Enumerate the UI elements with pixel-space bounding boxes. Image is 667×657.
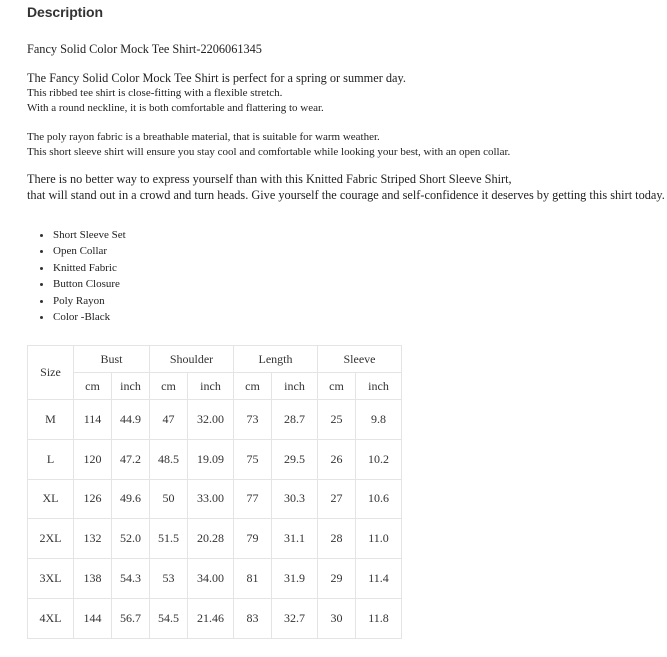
table-cell: 11.0	[356, 519, 402, 559]
table-cell: 29	[318, 559, 356, 599]
table-cell: 49.6	[112, 479, 150, 519]
table-cell: 52.0	[112, 519, 150, 559]
table-row	[28, 559, 402, 599]
table-cell: 33.00	[188, 479, 234, 519]
table-cell: 27	[318, 479, 356, 519]
table-cell: 30.3	[272, 479, 318, 519]
table-cell: 126	[74, 479, 112, 519]
paragraph-1-line-3: With a round neckline, it is both comfortable and flattering to wear.	[27, 102, 324, 114]
table-row	[28, 439, 402, 479]
table-cell: 11.8	[356, 598, 402, 638]
table-cell: 28	[318, 519, 356, 559]
table-cell: 56.7	[112, 598, 150, 638]
table-cell: 29.5	[272, 439, 318, 479]
product-title: Fancy Solid Color Mock Tee Shirt-2206061345	[27, 42, 262, 56]
table-cell: 28.7	[272, 400, 318, 440]
table-cell: 83	[234, 598, 272, 638]
table-cell: 44.9	[112, 400, 150, 440]
table-cell: 73	[234, 400, 272, 440]
paragraph-2-line-2: This short sleeve shirt will ensure you stay cool and comfortable while looking your best, with an open collar.	[27, 146, 511, 158]
feature-item: Knitted Fabric	[27, 260, 126, 276]
size-header: Size	[28, 346, 74, 400]
table-cell: 47	[150, 400, 188, 440]
paragraph-3-line-2: that will stand out in a crowd and turn heads. Give yourself the courage and self-confidence it deserves by getting this shirt today.	[27, 188, 665, 202]
table-cell: 132	[74, 519, 112, 559]
table-cell: 50	[150, 479, 188, 519]
table-cell: 11.4	[356, 559, 402, 599]
table-cell: 51.5	[150, 519, 188, 559]
feature-item: Color -Black	[27, 309, 126, 325]
size-cell: 4XL	[28, 598, 74, 638]
size-chart-table	[27, 345, 402, 639]
table-cell: 9.8	[356, 400, 402, 440]
table-row	[28, 400, 402, 440]
section-heading: Description	[27, 4, 103, 20]
size-cell: L	[28, 439, 74, 479]
table-cell: 31.1	[272, 519, 318, 559]
shoulder-header: Shoulder	[150, 346, 234, 373]
size-cell: XL	[28, 479, 74, 519]
table-cell: 53	[150, 559, 188, 599]
table-cell: 77	[234, 479, 272, 519]
unit-header: inch	[112, 373, 150, 400]
unit-header: inch	[188, 373, 234, 400]
unit-header: inch	[356, 373, 402, 400]
size-cell: M	[28, 400, 74, 440]
unit-header: cm	[318, 373, 356, 400]
table-cell: 120	[74, 439, 112, 479]
unit-header: inch	[272, 373, 318, 400]
table-cell: 30	[318, 598, 356, 638]
unit-header: cm	[74, 373, 112, 400]
table-cell: 54.3	[112, 559, 150, 599]
table-unit-row	[28, 373, 402, 400]
table-row	[28, 519, 402, 559]
table-cell: 75	[234, 439, 272, 479]
unit-header: cm	[150, 373, 188, 400]
table-cell: 25	[318, 400, 356, 440]
table-cell: 138	[74, 559, 112, 599]
paragraph-1-line-2: This ribbed tee shirt is close-fitting with a flexible stretch.	[27, 87, 283, 99]
size-cell: 3XL	[28, 559, 74, 599]
size-cell: 2XL	[28, 519, 74, 559]
table-row	[28, 598, 402, 638]
table-cell: 20.28	[188, 519, 234, 559]
feature-list	[27, 227, 126, 325]
table-cell: 19.09	[188, 439, 234, 479]
table-cell: 26	[318, 439, 356, 479]
feature-item: Open Collar	[27, 243, 126, 259]
table-cell: 10.2	[356, 439, 402, 479]
sleeve-header: Sleeve	[318, 346, 402, 373]
feature-item: Short Sleeve Set	[27, 227, 126, 243]
table-cell: 21.46	[188, 598, 234, 638]
bust-header: Bust	[74, 346, 150, 373]
table-cell: 81	[234, 559, 272, 599]
table-cell: 114	[74, 400, 112, 440]
unit-header: cm	[234, 373, 272, 400]
feature-item: Poly Rayon	[27, 293, 126, 309]
paragraph-2-line-1: The poly rayon fabric is a breathable material, that is suitable for warm weather.	[27, 131, 380, 143]
table-cell: 10.6	[356, 479, 402, 519]
feature-item: Button Closure	[27, 276, 126, 292]
table-cell: 79	[234, 519, 272, 559]
table-cell: 54.5	[150, 598, 188, 638]
paragraph-3-line-1: There is no better way to express yourself than with this Knitted Fabric Striped Short Sleeve Shirt,	[27, 172, 512, 186]
table-cell: 31.9	[272, 559, 318, 599]
length-header: Length	[234, 346, 318, 373]
table-cell: 34.00	[188, 559, 234, 599]
table-cell: 32.00	[188, 400, 234, 440]
table-cell: 48.5	[150, 439, 188, 479]
table-cell: 47.2	[112, 439, 150, 479]
table-cell: 32.7	[272, 598, 318, 638]
table-header-row	[28, 346, 402, 373]
table-cell: 144	[74, 598, 112, 638]
table-row	[28, 479, 402, 519]
paragraph-1-line-1: The Fancy Solid Color Mock Tee Shirt is perfect for a spring or summer day.	[27, 71, 406, 85]
